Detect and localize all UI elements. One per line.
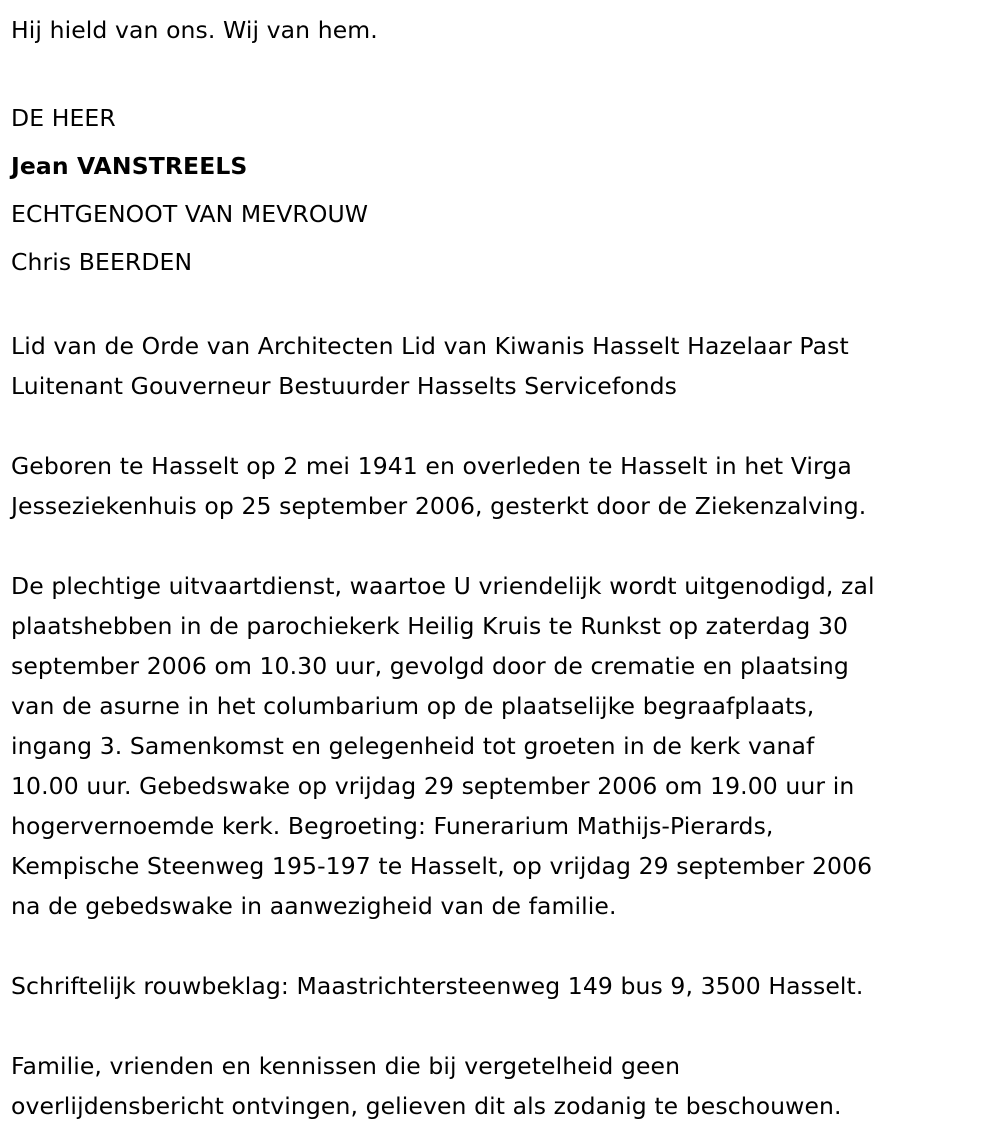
name-block xyxy=(11,94,980,286)
title-text: DE HEER xyxy=(11,104,116,132)
service-line: hogervernoemde kerk. Begroeting: Funerarium Mathijs-Pierards, xyxy=(11,812,774,840)
memberships-paragraph xyxy=(11,326,980,406)
closing-line: overlijdensbericht ontvingen, gelieven dit als zodanig te beschouwen. xyxy=(11,1092,842,1120)
spacer xyxy=(11,526,980,566)
deceased-name: Jean VANSTREELS xyxy=(11,152,248,180)
spacer xyxy=(11,926,980,966)
relation-text: ECHTGENOOT VAN MEVROUW xyxy=(11,200,369,228)
condolence-paragraph xyxy=(11,966,980,1006)
service-line: De plechtige uitvaartdienst, waartoe U vriendelijk wordt uitgenodigd, zal xyxy=(11,572,875,600)
service-line: ingang 3. Samenkomst en gelegenheid tot groeten in de kerk vanaf xyxy=(11,732,815,760)
spouse-name: Chris BEERDEN xyxy=(11,248,193,276)
spacer xyxy=(11,406,980,446)
service-line: Kempische Steenweg 195-197 te Hasselt, op vrijdag 29 september 2006 xyxy=(11,852,873,880)
service-line: 10.00 uur. Gebedswake op vrijdag 29 september 2006 om 19.00 uur in xyxy=(11,772,855,800)
service-paragraph xyxy=(11,566,980,926)
service-line: van de asurne in het columbarium op de plaatselijke begraafplaats, xyxy=(11,692,815,720)
memberships-line: Luitenant Gouverneur Bestuurder Hasselts Servicefonds xyxy=(11,372,678,400)
intro-text: Hij hield van ons. Wij van hem. xyxy=(11,16,378,44)
birth-death-paragraph xyxy=(11,446,980,526)
spacer xyxy=(11,286,980,326)
condolence-text: Schriftelijk rouwbeklag: Maastrichtersteenweg 149 bus 9, 3500 Hasselt. xyxy=(11,972,864,1000)
closing-paragraph xyxy=(11,1046,980,1126)
service-line: plaatshebben in de parochiekerk Heilig Kruis te Runkst op zaterdag 30 xyxy=(11,612,849,640)
service-line: september 2006 om 10.30 uur, gevolgd door de crematie en plaatsing xyxy=(11,652,849,680)
birth-death-line: Geboren te Hasselt op 2 mei 1941 en overleden te Hasselt in het Virga xyxy=(11,452,852,480)
closing-line: Familie, vrienden en kennissen die bij vergetelheid geen xyxy=(11,1052,681,1080)
birth-death-line: Jesseziekenhuis op 25 september 2006, gesterkt door de Ziekenzalving. xyxy=(11,492,867,520)
spacer xyxy=(11,50,980,90)
intro-line xyxy=(11,10,980,50)
spacer xyxy=(11,1006,980,1046)
service-line: na de gebedswake in aanwezigheid van de familie. xyxy=(11,892,617,920)
memberships-line: Lid van de Orde van Architecten Lid van Kiwanis Hasselt Hazelaar Past xyxy=(11,332,849,360)
